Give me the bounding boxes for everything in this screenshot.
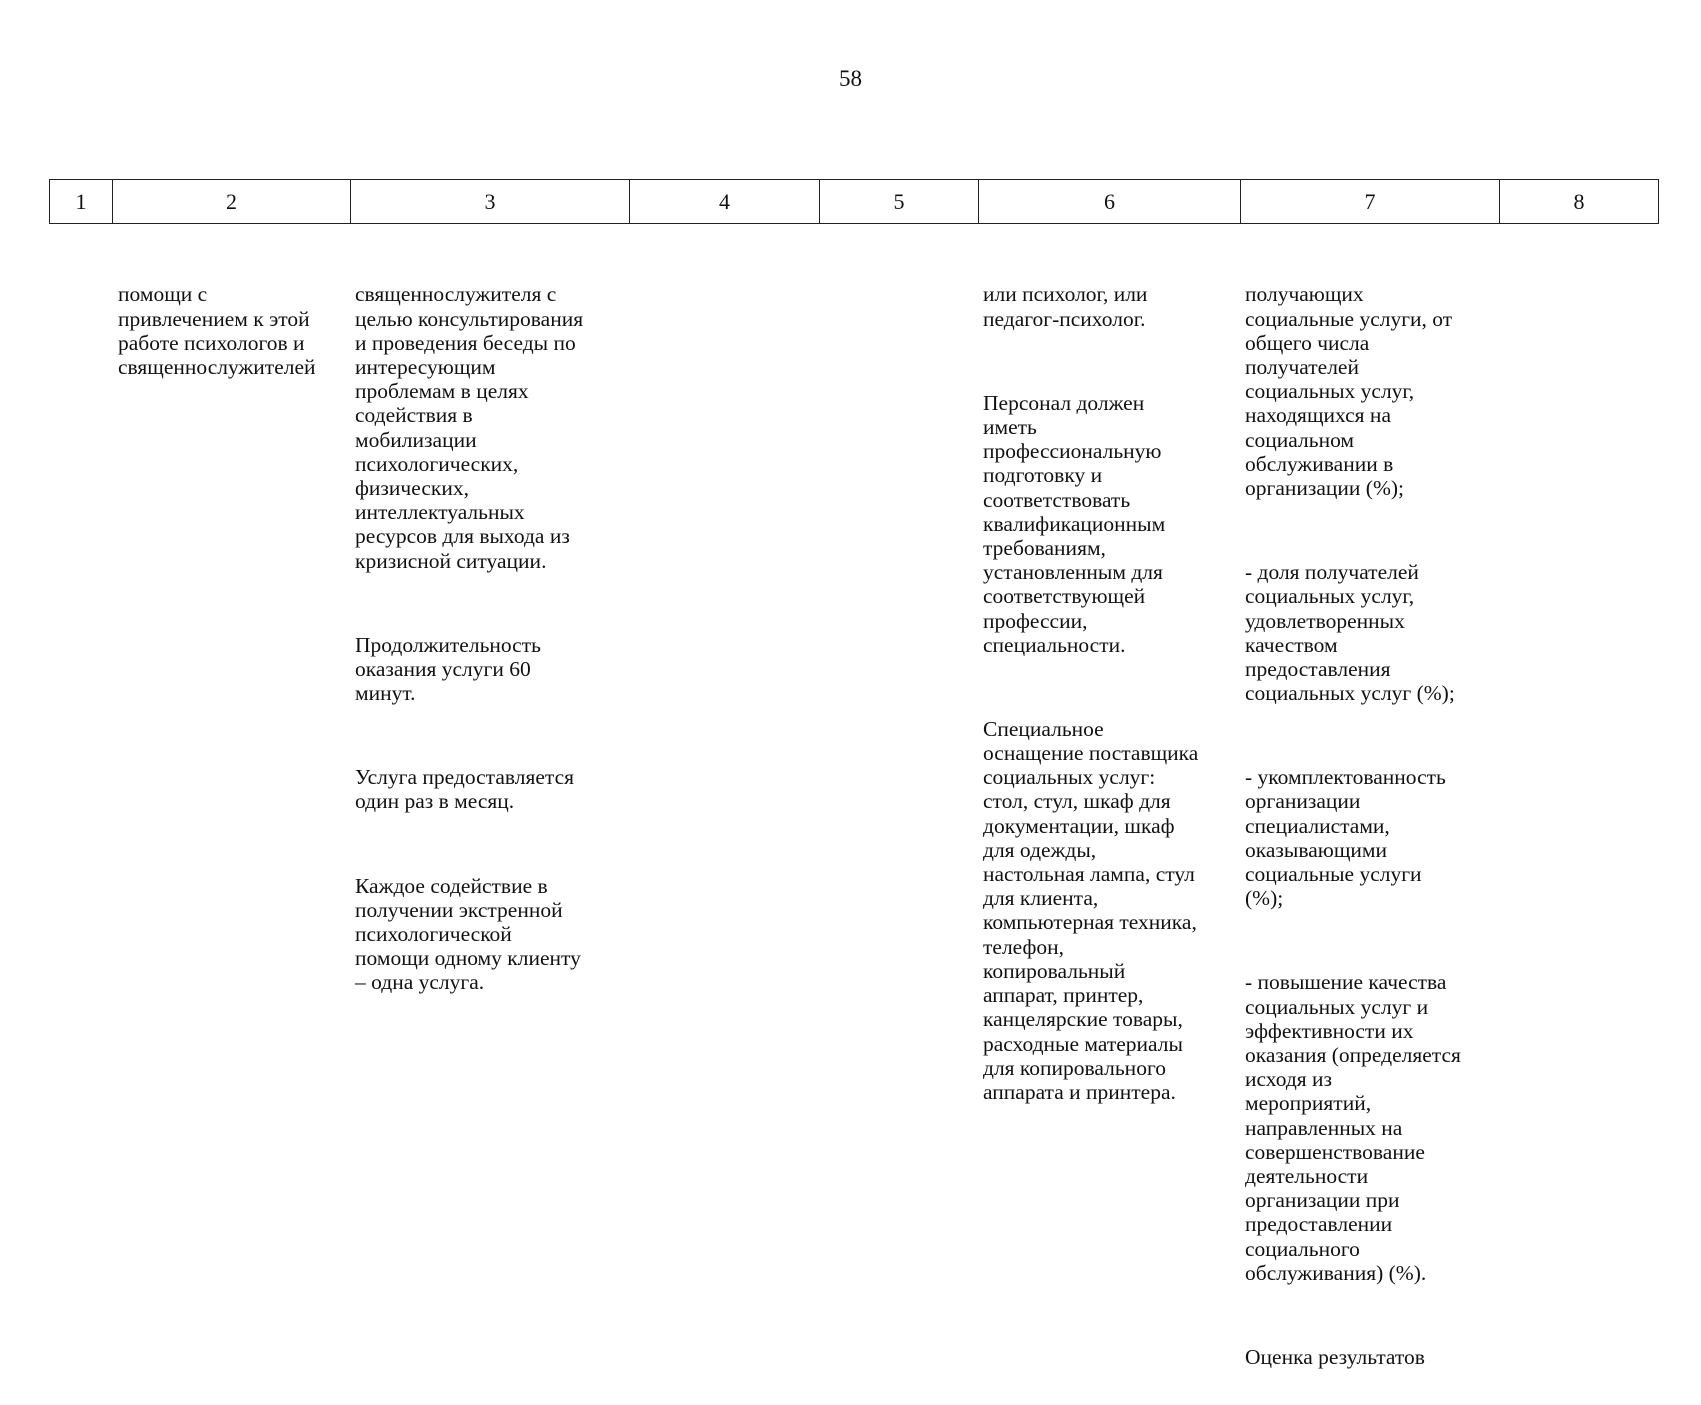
column-3-unit-paragraph: Каждое содействие в получении экстренной психологической помощи одному клиенту – одна услуга. xyxy=(355,873,581,995)
table-header-row xyxy=(49,179,1659,224)
column-7-staffing-paragraph: - укомплектованность организации специалистами, оказывающими социальные услуги (%); xyxy=(1245,765,1446,911)
column-6-staff-paragraph: Персонал должен иметь профессиональную подготовку и соответствовать квалификационным требованиям, установленным для соответствующей профессии, специальности. xyxy=(983,390,1166,657)
column-6-equipment-paragraph: Специальное оснащение поставщика социальных услуг: стол, стул, шкаф для документации, шкаф для одежды, настольная лампа, стул для клиента, компьютерная техника, телефон, копировальный аппарат, принтер, канцелярские товары, расходные материалы для копировального аппарата и принтера. xyxy=(983,716,1199,1104)
column-number-6: 6 xyxy=(979,180,1241,224)
column-7-text xyxy=(1245,234,1461,1405)
column-number-4: 4 xyxy=(630,180,820,224)
column-7-quality-paragraph: - повышение качества социальных услуг и эффективности их оказания (определяется исходя из мероприятий, направленных на совершенствование деятельности организации при предоставлении социального обслуживания) (%). xyxy=(1245,970,1461,1285)
column-7-evaluation-paragraph: Оценка результатов xyxy=(1245,1344,1425,1369)
column-number-2: 2 xyxy=(113,180,351,224)
column-6-text xyxy=(983,234,1198,1140)
column-3-frequency-paragraph: Услуга предоставляется один раз в месяц. xyxy=(355,765,574,814)
column-3-duration-paragraph: Продолжительность оказания услуги 60 минут. xyxy=(355,632,541,706)
column-number-7: 7 xyxy=(1241,180,1500,224)
column-7-satisfaction-paragraph: - доля получателей социальных услуг, удовлетворенных качеством предоставления социальных услуг (%); xyxy=(1245,560,1455,706)
column-6-paragraph: или психолог, или педагог-психолог. xyxy=(983,282,1148,331)
column-number-8: 8 xyxy=(1500,180,1659,224)
column-number-1: 1 xyxy=(50,180,113,224)
column-7-paragraph: получающих социальные услуги, от общего числа получателей социальных услуг, находящихся на социальном обслуживании в организации (%); xyxy=(1245,282,1453,501)
column-number-3: 3 xyxy=(351,180,630,224)
page-number: 58 xyxy=(839,66,862,91)
column-3-paragraph: священнослужителя с целью консультирования и проведения беседы по интересующим проблемам в целях содействия в мобилизации психологических, физических, интеллектуальных ресурсов для выхода из кризисной ситуации. xyxy=(355,282,584,573)
column-number-5: 5 xyxy=(820,180,979,224)
column-3-text xyxy=(355,234,583,1030)
column-2-paragraph: помощи с привлечением к этой работе психологов и священнослужителей xyxy=(118,282,316,380)
column-2-text xyxy=(118,234,316,415)
